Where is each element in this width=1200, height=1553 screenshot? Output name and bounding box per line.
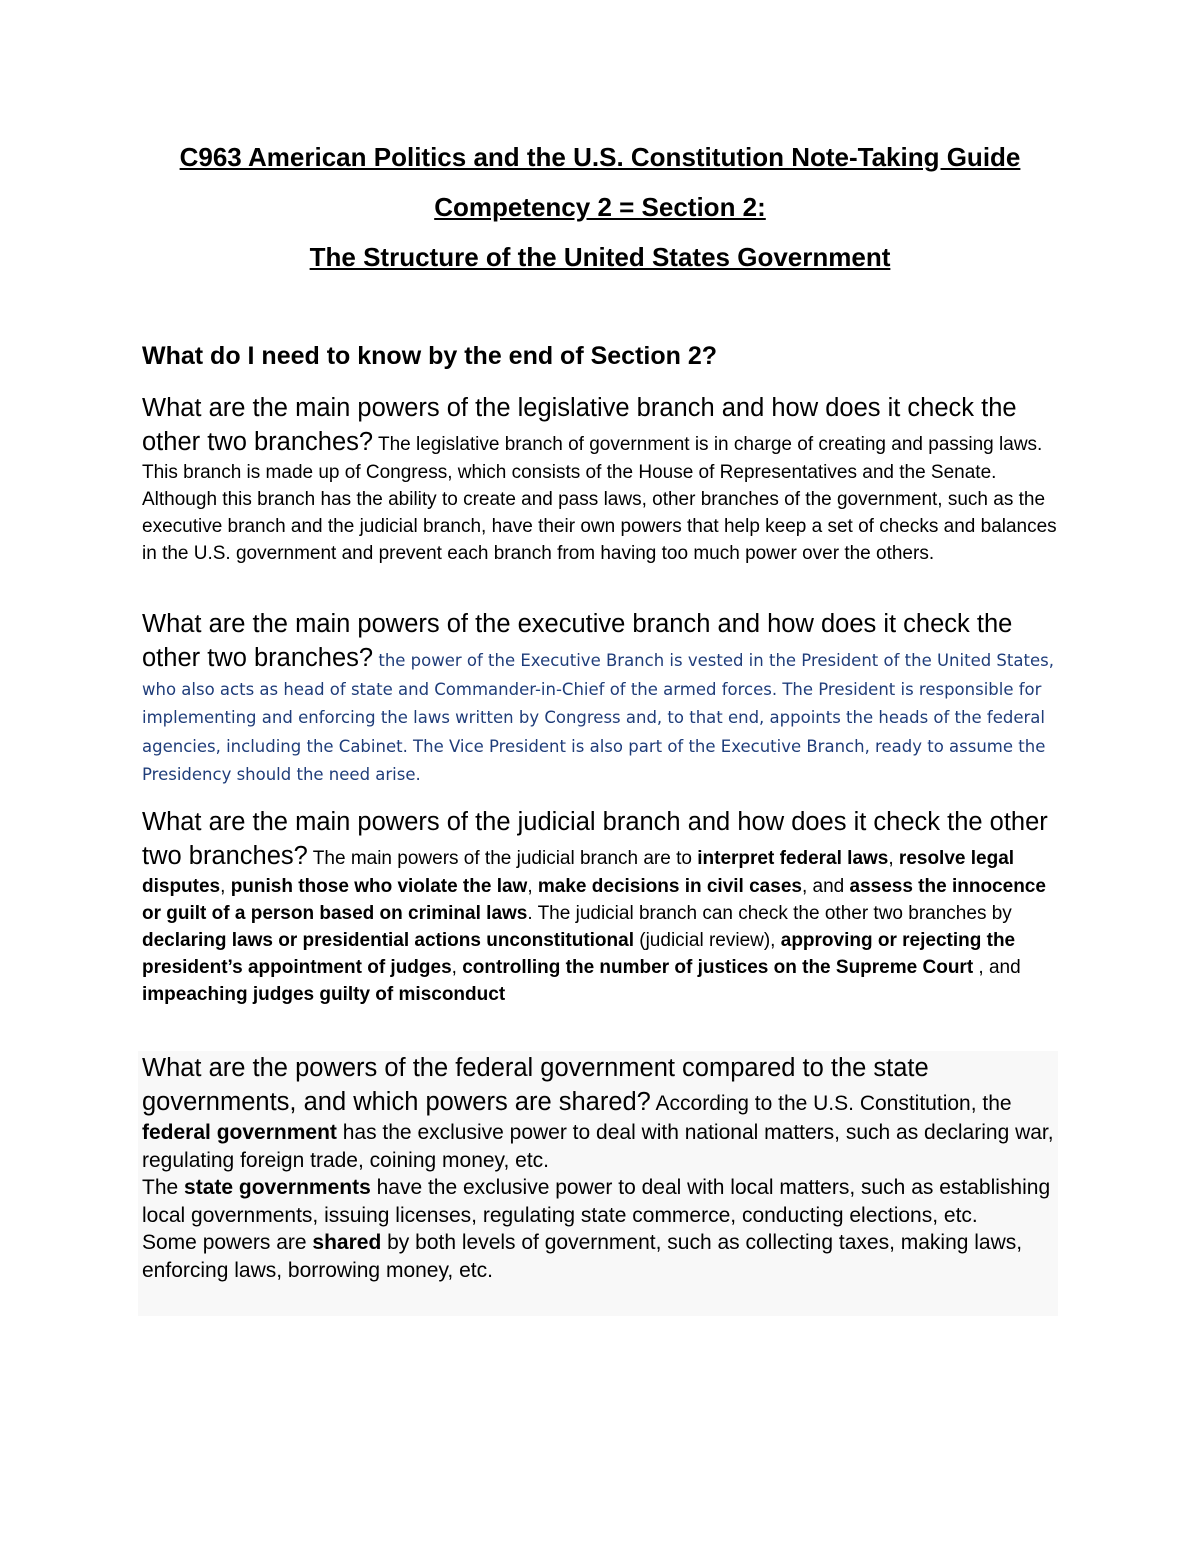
judicial-power-resolve: resolve legal disputes: [142, 848, 1015, 897]
judicial-text-7: (judicial review),: [633, 930, 781, 951]
judicial-text-9: , and: [973, 957, 1021, 978]
federal-intro: According to the U.S. Constitution, the: [650, 1092, 1012, 1115]
federal-paragraph: [142, 1051, 1058, 1174]
federal-government-term: federal government: [142, 1121, 337, 1144]
legislative-section: [142, 391, 1062, 567]
main-question: What do I need to know by the end of Section 2?: [142, 342, 718, 370]
shared-pre: Some powers are: [142, 1231, 313, 1254]
judicial-text-6: . The judicial branch can check the other two branches by: [527, 903, 1012, 924]
judicial-check-impeach: impeaching judges guilty of misconduct: [142, 984, 506, 1005]
executive-section: [142, 607, 1062, 790]
federal-state-section: [138, 1051, 1058, 1316]
executive-question: What are the main powers of the executive branch and how does it check the other two branches?: [142, 610, 1013, 672]
judicial-section: [142, 805, 1062, 1008]
legislative-answer: The legislative branch of government is in charge of creating and passing laws. This branch is made up of Congress, which consists of the House of Representatives and the Senate. Although this branch has the ability to create and pass laws, other branches of the government, such as the executive branch and the judicial branch, have their own powers that help keep a set of checks and balances in the U.S. government and prevent each branch from having too much power over the others.: [142, 434, 1057, 564]
judicial-power-assess: assess the innocence or guilt of a person based on criminal laws: [142, 876, 1046, 924]
judicial-text-5: , and: [801, 876, 850, 897]
judicial-check-justices: controlling the number of justices on the Supreme Court: [462, 957, 974, 978]
judicial-text-3: ,: [220, 876, 231, 897]
shared-powers-text: by both levels of government, such as collecting taxes, making laws, enforcing laws, borrowing money, etc.: [142, 1231, 1023, 1282]
judicial-text-1: The main powers of the judicial branch are to: [312, 848, 698, 869]
shared-paragraph: [142, 1229, 1058, 1284]
federal-powers-text: has the exclusive power to deal with national matters, such as declaring war, regulating foreign trade, coining money, etc.: [142, 1121, 1054, 1172]
state-paragraph: [142, 1174, 1058, 1229]
document-title: C963 American Politics and the U.S. Constitution Note-Taking Guide: [179, 142, 1021, 172]
executive-answer: the power of the Executive Branch is vested in the President of the United States, who also acts as head of state and Commander-in-Chief of the armed forces. The President is responsible for implementing and enforcing the laws written by Congress and, to that end, appoints the heads of the federal agencies, including the Cabinet. The Vice President is also part of the Executive Branch, ready to assume the Presidency should the need arise.: [142, 651, 1054, 784]
competency-heading: Competency 2 = Section 2:: [434, 192, 766, 222]
judicial-question: What are the main powers of the judicial branch and how does it check the other two branches?: [142, 808, 1048, 870]
judicial-power-civil: make decisions in civil cases: [537, 876, 802, 897]
judicial-check-appointments: approving or rejecting the president’s appointment of judges: [142, 930, 1016, 978]
legislative-question: What are the main powers of the legislative branch and how does it check the other two branches?: [142, 394, 1017, 456]
judicial-text-2: ,: [888, 848, 899, 869]
judicial-text-8: ,: [451, 957, 463, 978]
judicial-check-unconstitutional: declaring laws or presidential actions unconstitutional: [142, 930, 634, 951]
judicial-text-4: ,: [527, 876, 538, 897]
state-governments-term: state governments: [184, 1176, 371, 1199]
judicial-power-punish: punish those who violate the law: [230, 876, 528, 897]
state-pre: The: [142, 1176, 185, 1199]
federal-question: What are the powers of the federal government compared to the state governments, and which powers are shared?: [142, 1054, 929, 1116]
judicial-power-interpret: interpret federal laws: [697, 848, 889, 869]
section-subtitle: The Structure of the United States Government: [309, 242, 891, 272]
shared-term: shared: [312, 1231, 382, 1254]
state-powers-text: have the exclusive power to deal with local matters, such as establishing local governments, issuing licenses, regulating state commerce, conducting elections, etc.: [142, 1176, 1051, 1227]
